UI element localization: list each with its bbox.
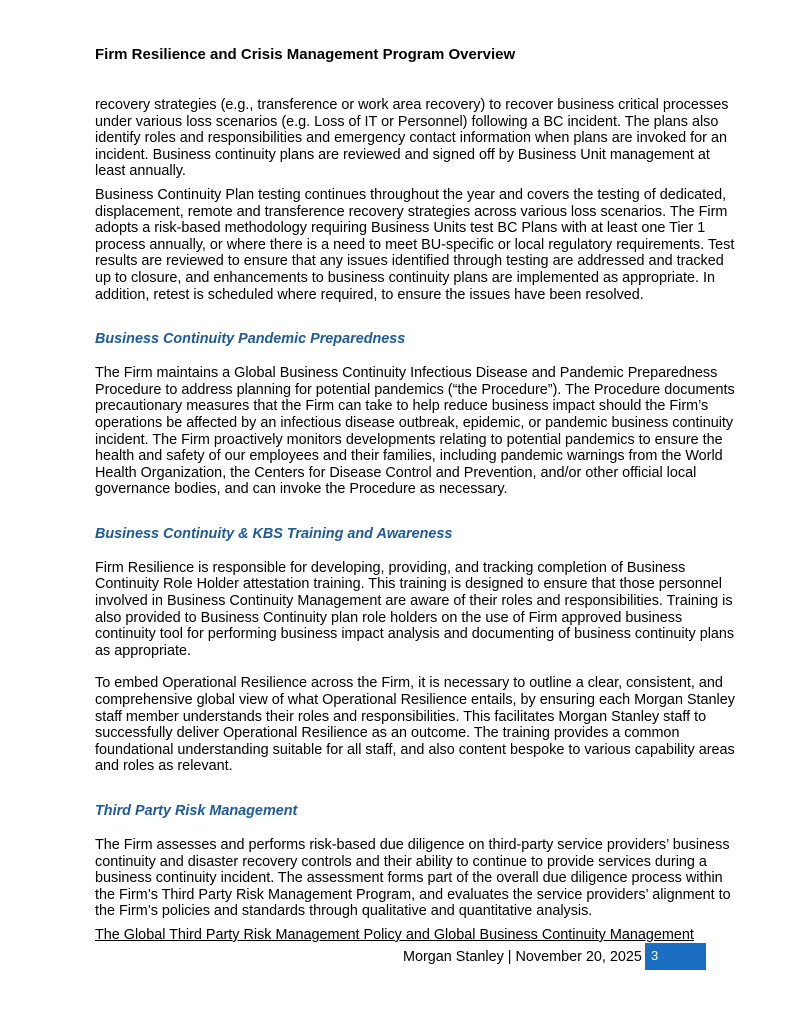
heading-pandemic-preparedness: Business Continuity Pandemic Preparedness [95,331,406,348]
paragraph-pandemic-procedure: The Firm maintains a Global Business Continuity Infectious Disease and Pandemic Preparedness Procedure to address planning for potential pandemics (“the Procedure”). The Procedure documents precautionary measures that the Firm can take to help reduce business impact should the Firm’s operations be affected by an infectious disease outbreak, epidemic, or pandemic business continuity incident. The Firm proactively monitors developments relating to potential pandemics to ensure the health and safety of our employees and their families, including pandemic warnings from the World Health Organization, the Centers for Disease Control and Prevention, and/or other official local governance bodies, and can invoke the Procedure as necessary. [95,365,735,498]
page-number-box [645,943,706,970]
page-number: 3 [651,948,659,963]
paragraph-policy-reference: The Global Third Party Risk Management Policy and Global Business Continuity Management [95,926,694,943]
paragraph-recovery-strategies: recovery strategies (e.g., transference or work area recovery) to recover business critical processes under various loss scenarios (e.g. Loss of IT or Personnel) following a BC incident. The plans also identify roles and responsibilities and emergency contact information when plans are invoked for an incident. Business continuity plans are reviewed and signed off by Business Unit management at least annually. [95,97,729,180]
paragraph-operational-resilience: To embed Operational Resilience across the Firm, it is necessary to outline a clear, consistent, and comprehensive global view of what Operational Resilience entails, by ensuring each Morgan Stanley staff member understands their roles and responsibilities. This facilitates Morgan Stanley staff to successfully deliver Operational Resilience as an outcome. The training provides a common foundational understanding suitable for all staff, and also content bespoke to various capability areas and roles as relevant. [95,675,735,775]
heading-training-awareness: Business Continuity & KBS Training and Awareness [95,525,453,542]
paragraph-third-party-due-diligence: The Firm assesses and performs risk-based due diligence on third-party service providers’ business continuity and disaster recovery controls and their ability to continue to provide services during a business continuity incident. The assessment forms part of the overall due diligence process within the Firm’s Third Party Risk Management Program, and evaluates the service providers’ alignment to the Firm’s policies and standards through qualitative and quantitative analysis. [95,837,731,920]
footer-text: Morgan Stanley | November 20, 2025 [403,948,642,965]
heading-third-party-risk: Third Party Risk Management [95,803,298,819]
document-body [95,97,735,944]
page-header-title: Firm Resilience and Crisis Management Program Overview [95,46,516,63]
page-footer [403,943,659,970]
paragraph-role-holder-training: Firm Resilience is responsible for developing, providing, and tracking completion of Business Continuity Role Holder attestation training. This training is designed to ensure that those personnel involved in Business Continuity Management are aware of their roles and responsibilities. Training is also provided to Business Continuity plan role holders on the use of Firm approved business continuity tool for performing business impact analysis and documenting of business continuity plans as appropriate. [95,559,735,659]
paragraph-bcp-testing: Business Continuity Plan testing continues throughout the year and covers the testing of dedicated, displacement, remote and transference recovery strategies across various loss scenarios. The Firm adopts a risk-based methodology requiring Business Units test BC Plans with at least one Tier 1 process annually, or where there is a need to meet BU-specific or local regulatory requirements. Test results are reviewed to ensure that any issues identified through testing are addressed and tracked up to closure, and enhancements to business continuity plans are implemented as appropriate. In addition, retest is scheduled where required, to ensure the issues have been resolved. [95,186,735,303]
